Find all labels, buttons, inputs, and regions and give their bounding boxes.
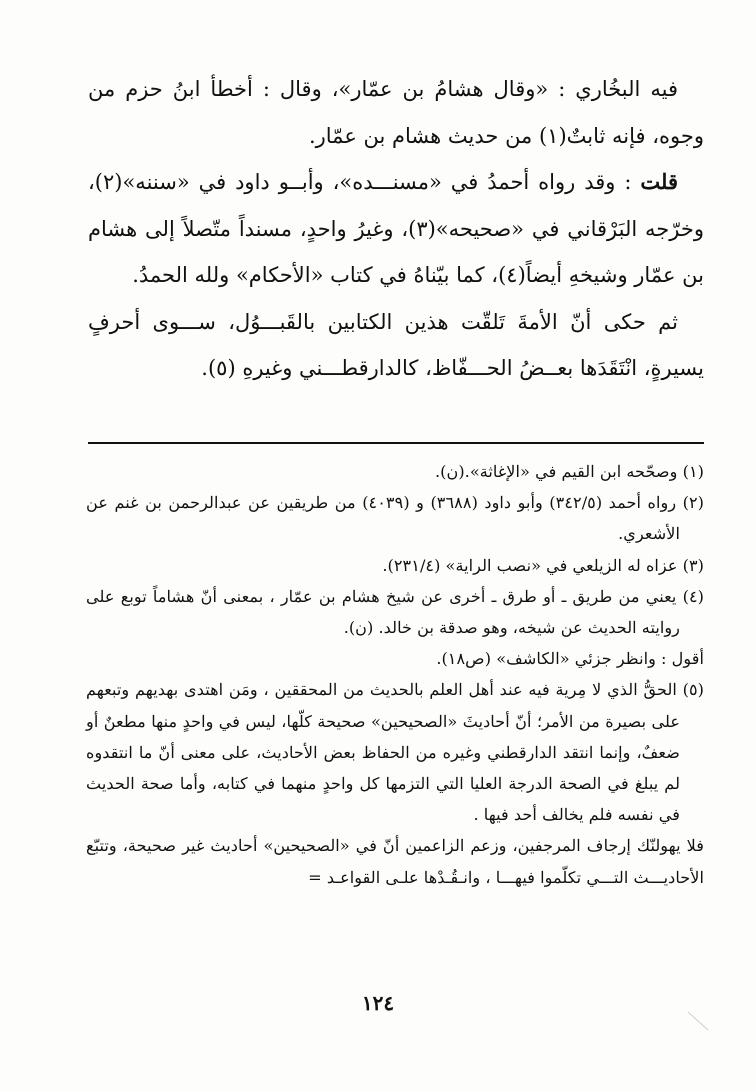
footnote: (٢) رواه أحمد (٣٤٢/٥) وأبو داود (٣٦٨٨) و (٤٠٣٩) من طريقين عن عبدالرحمن بن غنم عن الأشعري. bbox=[86, 493, 704, 544]
main-paragraph: ثم حكى أنّ الأمةَ تَلقّت هذين الكتابين بالقَبـــوُل، ســـوى أحرفٍ يسيرةٍ، انْتَقَدَها بعــضُ الحـــفّاظ، كالدارقطـــني وغيرهِ (٥). bbox=[88, 309, 704, 380]
footnote: (٣) عزاه له الزيلعي في «نصب الراية» (٢٣١/٤). bbox=[382, 555, 704, 575]
paragraph-lead-word: قلت bbox=[640, 169, 678, 194]
paragraph-body: : وقد رواه أحمدُ في «مسنـــده»، وأبــو داود في «سننه»(٢)، وخرّجه البَرْقاني في «صحيحه»(٣)، وغيرُ واحدٍ، مسنداً متّصلاً إلى هشام بن عمّار وشيخهِ أيضاً(٤)، كما بيّناهُ في كتاب «الأحكام» ولله الحمدُ. bbox=[88, 170, 704, 287]
footnote: (١) وصحّحه ابن القيم في «الإغاثة».(ن). bbox=[435, 462, 704, 481]
page-number: ١٢٤ bbox=[361, 991, 395, 1015]
main-paragraph bbox=[88, 159, 704, 299]
main-text bbox=[88, 66, 704, 392]
footnotes bbox=[86, 456, 704, 893]
main-paragraph: فيه البخُاري : «وقال هشامُ بن عمّار»، وقال : أخطأ ابنُ حزم من وجوه، فإنه ثابتٌ(١) من حديث هشام بن عمّار. bbox=[88, 77, 704, 148]
footnote: (٤) يعني من طريق ـ أو طرق ـ أخرى عن شيخ هشام بن عمّار ، بمعنى أنّ هشاماً توبع على روايته الحديث عن شيخه، وهو صدقة بن خالد. (ن). bbox=[86, 586, 704, 638]
footnote-continuation: فلا يهولنّك إرجاف المرجفين، وزعم الزاعمين أنّ في «الصحيحين» أحاديث غير صحيحة، وتتبّع الأحاديـــث التـــي تكلّموا فيهـــا ، وانـقُـدْها علـى القواعـد = bbox=[86, 836, 704, 887]
paper-fold-mark bbox=[686, 1010, 716, 1034]
footnote-comment: أقول : وانظر جزئي «الكاشف» (ص١٨). bbox=[436, 649, 704, 669]
footnote-separator bbox=[88, 442, 704, 444]
footnote: (٥) الحقُّ الذي لا مِرية فيه عند أهل العلم بالحديث من المحققين ، ومَن اهتدى بهديهم وتبعهم على بصيرة من الأمر؛ أنّ أحاديثَ «الصحيحين» صحيحة كلّها، ليس في واحدٍ منها مطعنٌ أو ضعفٌ، وإنما انتقد الدارقطني وغيره من الحفاظ بعض الأحاديث، على معنى أنّ ما انتقدوه لم يبلغ في الصحة الدرجة العليا التي التزمها كل واحدٍ منهما في كتابه، وأما صحة الحديث في نفسه فلم يخالف أحد فيها . bbox=[86, 680, 704, 825]
